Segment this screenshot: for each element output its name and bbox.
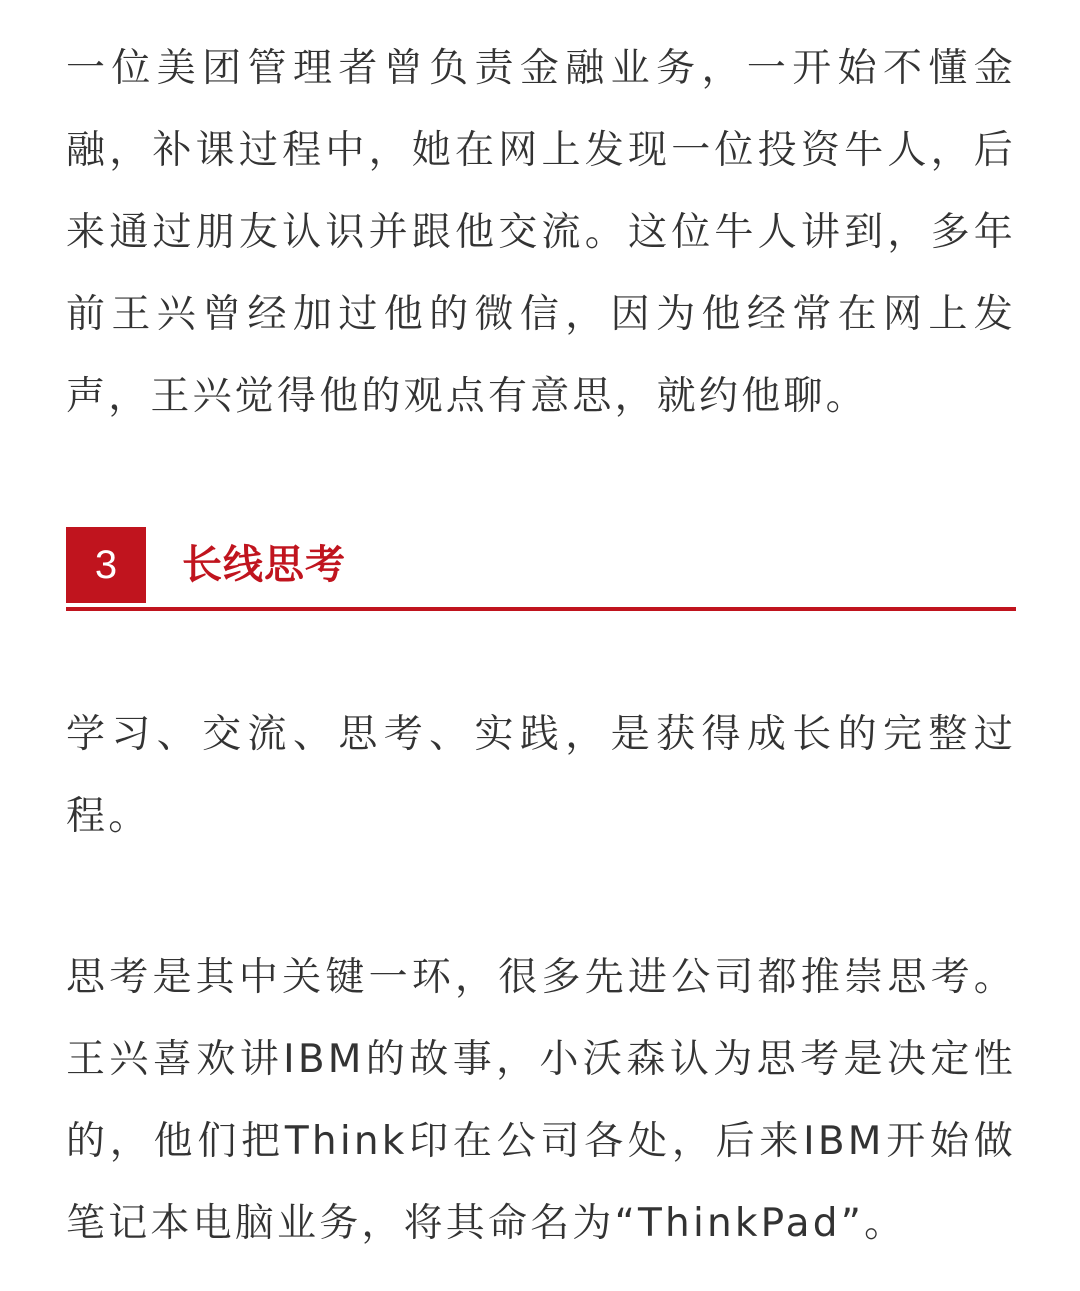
paragraph-1: 一位美团管理者曾负责金融业务，一开始不懂金融，补课过程中，她在网上发现一位投资牛人，后来通过朋友认识并跟他交流。这位牛人讲到，多年前王兴曾经加过他的微信，因为他经常在网上发声，王兴觉得他的观点有意思，就约他聊。 bbox=[66, 46, 1016, 419]
paragraph-2: 学习、交流、思考、实践，是获得成长的完整过程。 bbox=[66, 712, 1016, 839]
section-number-badge: 3 bbox=[66, 527, 146, 603]
section-title: 长线思考 bbox=[182, 542, 346, 588]
section-divider bbox=[66, 607, 1016, 611]
section-header bbox=[66, 527, 1016, 613]
paragraph-3: 思考是其中关键一环，很多先进公司都推崇思考。王兴喜欢讲IBM的故事，小沃森认为思考是决定性的，他们把Think印在公司各处，后来IBM开始做笔记本电脑业务，将其命名为“ThinkPad”。 bbox=[66, 955, 1016, 1246]
